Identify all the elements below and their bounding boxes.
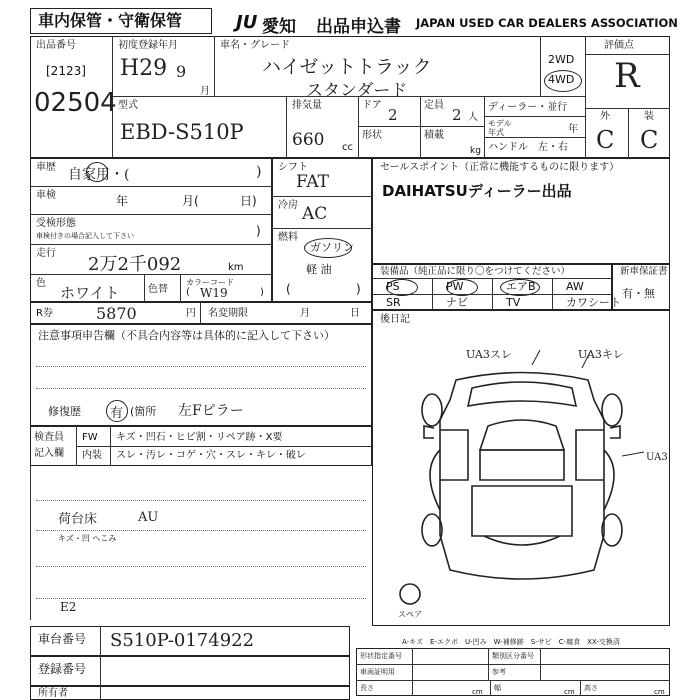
- lot-number: 02504: [34, 88, 117, 118]
- name-change-month: 月: [300, 308, 310, 319]
- equipment-item: SR: [386, 296, 401, 309]
- history-value: 自家用・(: [68, 167, 130, 183]
- spec-r1b: 類別区分番号: [492, 652, 534, 660]
- name-change-day: 日: [350, 308, 360, 319]
- registration-year: H29: [120, 56, 168, 81]
- model-year-label1: モデル: [488, 119, 512, 128]
- spec-cm-2: cm: [564, 688, 575, 696]
- damage-legend: A-キズ E-エクボ U-凹み W-補修跡 S-サビ C-腐食 XX-交換済: [402, 638, 620, 646]
- model-name-line1: ハイゼットトラック: [262, 56, 432, 78]
- model-year-unit: 年: [568, 124, 578, 135]
- handwritten-bed: 荷台床: [58, 512, 98, 527]
- diagram-note-side: UA3: [646, 452, 668, 463]
- color-code-open: (: [186, 287, 190, 298]
- post-label: 後日記: [380, 314, 410, 325]
- lot-bracket-number: [2123]: [46, 64, 86, 78]
- form-title: 出品申込書: [316, 17, 401, 37]
- interior-score: C: [640, 126, 659, 154]
- model-name-line2: スタンダード: [306, 81, 408, 101]
- recycle-value: 5870: [96, 304, 137, 323]
- color-code-close: ): [260, 287, 264, 298]
- inspector-in: 内装: [82, 450, 102, 461]
- registration-month: 9: [176, 62, 187, 81]
- ju-logo: JU: [236, 12, 258, 33]
- fuel-gas: ガソリン: [310, 241, 354, 254]
- inspection-month-unit: 月(: [182, 194, 199, 208]
- handwritten-bottom-note: E2: [60, 600, 77, 614]
- capacity-value: 2: [452, 106, 462, 124]
- equipment-circle: [500, 279, 540, 296]
- equipment-item: エアB: [506, 280, 536, 293]
- spec-r3b: 幅: [494, 684, 501, 692]
- fuel-label: 燃料: [278, 232, 298, 243]
- warranty-label: 新車保証書: [620, 266, 668, 277]
- color-code-label: カラーコード: [186, 278, 234, 287]
- remarks-label: 注意事項申告欄（不具合内容等は具体的に記入して下さい）: [38, 329, 335, 342]
- accept-label: 受検形態: [36, 218, 76, 229]
- repair-label: 修復歴: [48, 405, 81, 418]
- interior-label: 装: [644, 111, 654, 122]
- model-code-label: 型式: [118, 100, 138, 111]
- model-name-label: 車名・グレード: [220, 40, 290, 51]
- sales-point-box: [372, 158, 670, 264]
- accept-note: 車検付きの場合記入して下さい: [36, 232, 134, 240]
- recycle-row: [30, 302, 372, 324]
- inspector-label1: 検査員: [34, 432, 64, 443]
- equipment-circle: [446, 279, 478, 296]
- equipment-item: PW: [446, 280, 464, 293]
- capacity-unit: 人: [468, 112, 478, 123]
- reg-label: 登録番号: [38, 662, 87, 676]
- sales-point-label: セールスポイント（正常に機能するものに限ります）: [380, 162, 620, 173]
- repair-answer: 有: [110, 406, 124, 421]
- shape-label: 形状: [362, 130, 382, 141]
- exterior-score: C: [596, 126, 615, 154]
- color-code-value: W19: [200, 286, 228, 300]
- model-year-label2: 年式: [488, 128, 504, 137]
- fuel-diesel: 軽 油: [306, 263, 332, 276]
- displacement-unit: cc: [342, 142, 353, 153]
- fuel-close: ): [356, 282, 361, 296]
- history-close: ): [256, 164, 262, 180]
- owner-label: 所有者: [38, 688, 68, 699]
- registration-label: 初度登録年月: [118, 40, 178, 51]
- ac-label: 冷房: [278, 200, 298, 211]
- mileage-label: 走行: [36, 248, 56, 259]
- color-value: ホワイト: [60, 284, 120, 302]
- registration-month-unit: 月: [200, 86, 210, 97]
- equipment-item: カワシート: [566, 296, 621, 309]
- recycle-unit: 円: [186, 308, 196, 319]
- sales-point-value: DAIHATSUディーラー出品: [382, 182, 572, 200]
- kg-unit: kg: [470, 146, 481, 156]
- dealer-parallel: ディーラー・並行: [488, 102, 568, 113]
- storage-title: 車内保管・守衛保管: [38, 11, 183, 30]
- inspector-label2: 記入欄: [34, 448, 64, 459]
- history-grid: [30, 158, 272, 302]
- handle-options: ハンドル 左・右: [488, 142, 568, 153]
- owner-row: [30, 686, 350, 700]
- model-code-value: EBD-S510P: [120, 120, 244, 144]
- doors-value: 2: [388, 106, 398, 124]
- displacement-label: 排気量: [292, 100, 322, 111]
- equipment-item: PS: [386, 280, 400, 293]
- equipment-item: AW: [566, 280, 584, 293]
- repair-detail: 左Fピラー: [178, 403, 244, 419]
- score-value: R: [614, 56, 640, 96]
- spare-label: スペア: [398, 610, 422, 619]
- car-diagram: [372, 310, 670, 626]
- fuel-open: (: [286, 282, 291, 296]
- equipment-item: ナビ: [446, 296, 468, 309]
- spec-r3a: 長さ: [360, 684, 374, 692]
- lot-label: 出品番号: [36, 40, 76, 51]
- color-change-label: 色替: [148, 284, 168, 295]
- mileage-unit: km: [228, 262, 244, 273]
- mileage-value: 2万2千092: [88, 254, 182, 275]
- accept-close: ): [256, 224, 261, 238]
- inspector-fw-text: キズ・凹石・ヒビ割・リペア跡・X要: [116, 432, 283, 443]
- inspector-in-text: スレ・汚レ・コゲ・穴・スレ・キレ・破レ: [116, 450, 306, 461]
- spec-cm-3: cm: [654, 688, 665, 696]
- score-label: 評価点: [604, 40, 634, 51]
- chassis-value: S510P-0174922: [110, 630, 255, 651]
- inspection-day-unit: 日): [240, 194, 257, 208]
- shift-value: FAT: [296, 172, 330, 192]
- name-change-label: 名変期限: [208, 308, 248, 319]
- history-label: 車歴: [36, 162, 56, 173]
- diagram-note-right: UA3キレ: [578, 348, 624, 361]
- equipment-circle: [386, 279, 418, 296]
- handwritten-bed-note: キズ・凹 へこみ: [58, 534, 117, 543]
- equipment-label: 装備品（純正品に限り〇をつけてください）: [380, 266, 571, 277]
- exterior-label: 外: [600, 111, 610, 122]
- ac-value: AC: [302, 204, 328, 224]
- inspection-year-unit: 年: [116, 194, 129, 208]
- spec-r1a: 形状指定番号: [360, 652, 402, 660]
- spec-cm-1: cm: [472, 688, 483, 696]
- load-label: 積載: [424, 130, 444, 141]
- doors-label: ドア: [362, 100, 382, 111]
- diagram-note-left: UA3スレ: [466, 348, 512, 361]
- displacement-value: 660: [292, 130, 325, 150]
- color-label: 色: [36, 278, 46, 289]
- warranty-value: 有・無: [622, 287, 655, 300]
- spec-r2b: 参考: [492, 668, 506, 676]
- drive-2wd: 2WD: [548, 53, 575, 66]
- drive-4wd: 4WD: [548, 73, 575, 86]
- equipment-item: TV: [506, 296, 521, 309]
- spec-r2a: 車両証明用: [360, 668, 395, 676]
- inspection-label: 車検: [36, 190, 56, 201]
- association-name: JAPAN USED CAR DEALERS ASSOCIATION: [416, 16, 678, 30]
- inspector-fw: FW: [82, 432, 98, 443]
- capacity-label: 定員: [424, 100, 444, 111]
- repair-paren: (箇所: [130, 405, 157, 418]
- org-name: 愛知: [262, 17, 296, 37]
- spec-r3c: 高さ: [584, 684, 598, 692]
- recycle-label: R券: [36, 308, 53, 319]
- handwritten-bed-grade: AU: [138, 510, 159, 525]
- chassis-label: 車台番号: [38, 632, 87, 646]
- shift-label: シフト: [278, 162, 308, 173]
